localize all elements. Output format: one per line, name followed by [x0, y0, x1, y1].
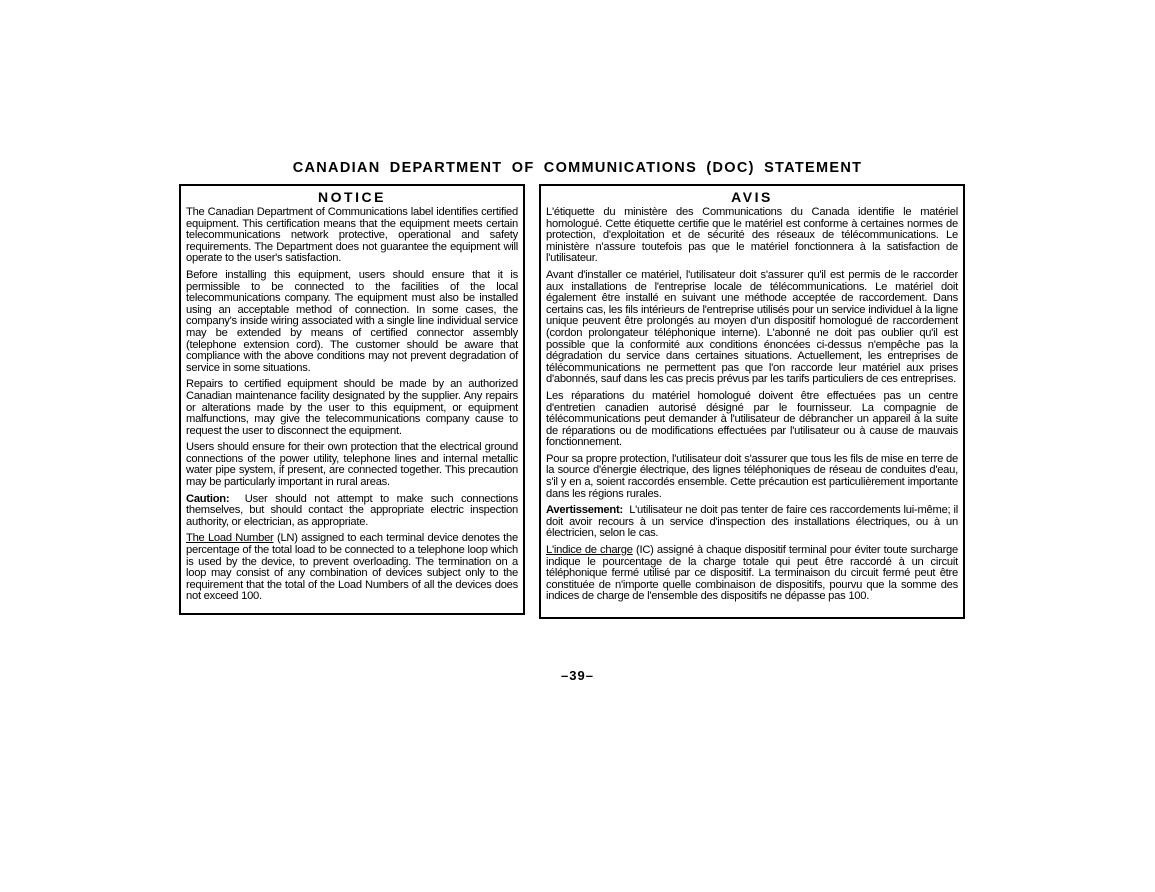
page-title: CANADIAN DEPARTMENT OF COMMUNICATIONS (DOC) STATEMENT	[292, 160, 863, 176]
notice-paragraph-4: Users should ensure for their own protection that the electrical ground connections of the power utility, telephone lines and internal metallic water pipe system, if present, are connected together. This precaution may be particularly important in rural areas.	[186, 441, 518, 489]
notice-box	[179, 184, 525, 615]
notice-caution	[186, 494, 518, 529]
page-number: –39–	[561, 668, 594, 683]
avis-heading: AVIS	[731, 189, 773, 205]
caution-label: Caution:	[186, 492, 230, 505]
notice-heading: NOTICE	[318, 189, 386, 205]
notice-paragraph-2: Before installing this equipment, users should ensure that it is permissible to be connected to the facilities of the local telecommunications company. The equipment must also be installed using an acceptable method of connection. In some cases, the company's inside wiring associated with a single line individual service may be extended by means of certified connector assembly (telephone extension cord). The customer should be aware that compliance with the above conditions may not prevent degradation of service in some situations.	[186, 268, 518, 374]
avis-paragraph-4: Pour sa propre protection, l'utilisateur doit s'assurer que tous les fils de mise en terre de la source d'énergie électrique, des lignes téléphoniques de réseau de conduites d'eau, s'il y en a, soient raccordés ensemble. Cette précaution est particulièrement importante dans les régions rurales.	[546, 452, 958, 500]
avis-indice-charge	[546, 545, 958, 603]
avis-box	[539, 184, 965, 619]
avis-paragraph-2: Avant d'installer ce matériel, l'utilisateur doit s'assurer qu'il est permis de le raccorder aux installations de l'entreprise locale de télécommunications. Le matériel doit également être installé en suivant une méthode acceptée de raccordement. Dans certains cas, les fils intérieurs de l'entreprise utilisés pour un service individuel à la ligne unique peuvent être prolongés au moyen d'un dispositif homologué de raccordement (cordon prolongateur téléphonique interne). L'abonné ne doit pas oublier qu'il est possible que la conformité aux conditions énoncées ci-dessus n'empêche pas la dégradation du service dans certaines situations. Actuellement, les entreprises de télécommunications ne permettent pas que l'on raccorde leur matériel aux prises d'abonnés, sauf dans les cas precis prévus par les tarifs particuliers de ces entreprises.	[546, 268, 958, 386]
caution-text: User should not attempt to make such connections themselves, but should contact the appropriate electric inspection authority, or electrician, as appropriate.	[186, 492, 518, 528]
load-number-label: The Load Number	[186, 532, 274, 545]
avertissement-label: Avertissement:	[546, 504, 623, 517]
notice-paragraph-3: Repairs to certified equipment should be made by an authorized Canadian maintenance facility designated by the supplier. Any repairs or alterations made by the user to this equipment, or equipment malfunctions, may give the telecommunications company cause to request the user to disconnect the equipment.	[186, 378, 518, 437]
avis-avertissement	[546, 505, 958, 540]
load-number-text: (LN) assigned to each terminal device denotes the percentage of the total load to be connected to a telephone loop which is used by the device, to prevent overloading. The termination on a loop may consist of any combination of devices subject only to the requirement that the total of the Load Numbers of all the devices does not exceed 100.	[186, 532, 518, 603]
notice-paragraph-1: The Canadian Department of Communications label identifies certified equipment. This certification means that the equipment meets certain telecommunications network protective, operational and safety requirements. The Department does not guarantee the equipment will operate to the user's satisfaction.	[186, 206, 518, 265]
avertissement-text: L'utilisateur ne doit pas tenter de faire ces raccordements lui-même; il doit avoir recours à un service d'inspection des installations électriques, ou à un électricien, selon le cas.	[546, 504, 959, 540]
indice-charge-text: (IC) assigné à chaque dispositif terminal pour éviter toute surcharge indique le pourcentage de la charge totale qui peut être raccordé à un circuit téléphonique fermé utilisé par ce dispositif. La terminaison du circuit fermé peut être constituée de n'importe quelle combinaison de dispositifs, pourvu que la somme des indices de charge de l'ensemble des dispositifs ne dépasse pas 100.	[546, 544, 958, 603]
notice-load-number	[186, 533, 518, 603]
indice-charge-label: L'indice de charge	[546, 544, 633, 557]
avis-paragraph-1: L'étiquette du ministère des Communications du Canada identifie le matériel homologué. Cette étiquette certifie que le matériel est conforme à certaines normes de protection, d'exploitation et de sécurité des réseaux de télécommunications. Le ministère n'assure toutefois pas que le matériel fonctionnera à la satisfaction de l'utilisateur.	[546, 206, 958, 265]
avis-paragraph-3: Les réparations du matériel homologué doivent être effectuées pas un centre d'entretien canadien autorisé désigné par le fournisseur. La compagnie de télécommunications peut demander à l'utilisateur de débrancher un appareil à la suite de réparations ou de modifications effectuées par l'utilisateur ou à cause de mauvais fonctionnement.	[546, 389, 958, 449]
